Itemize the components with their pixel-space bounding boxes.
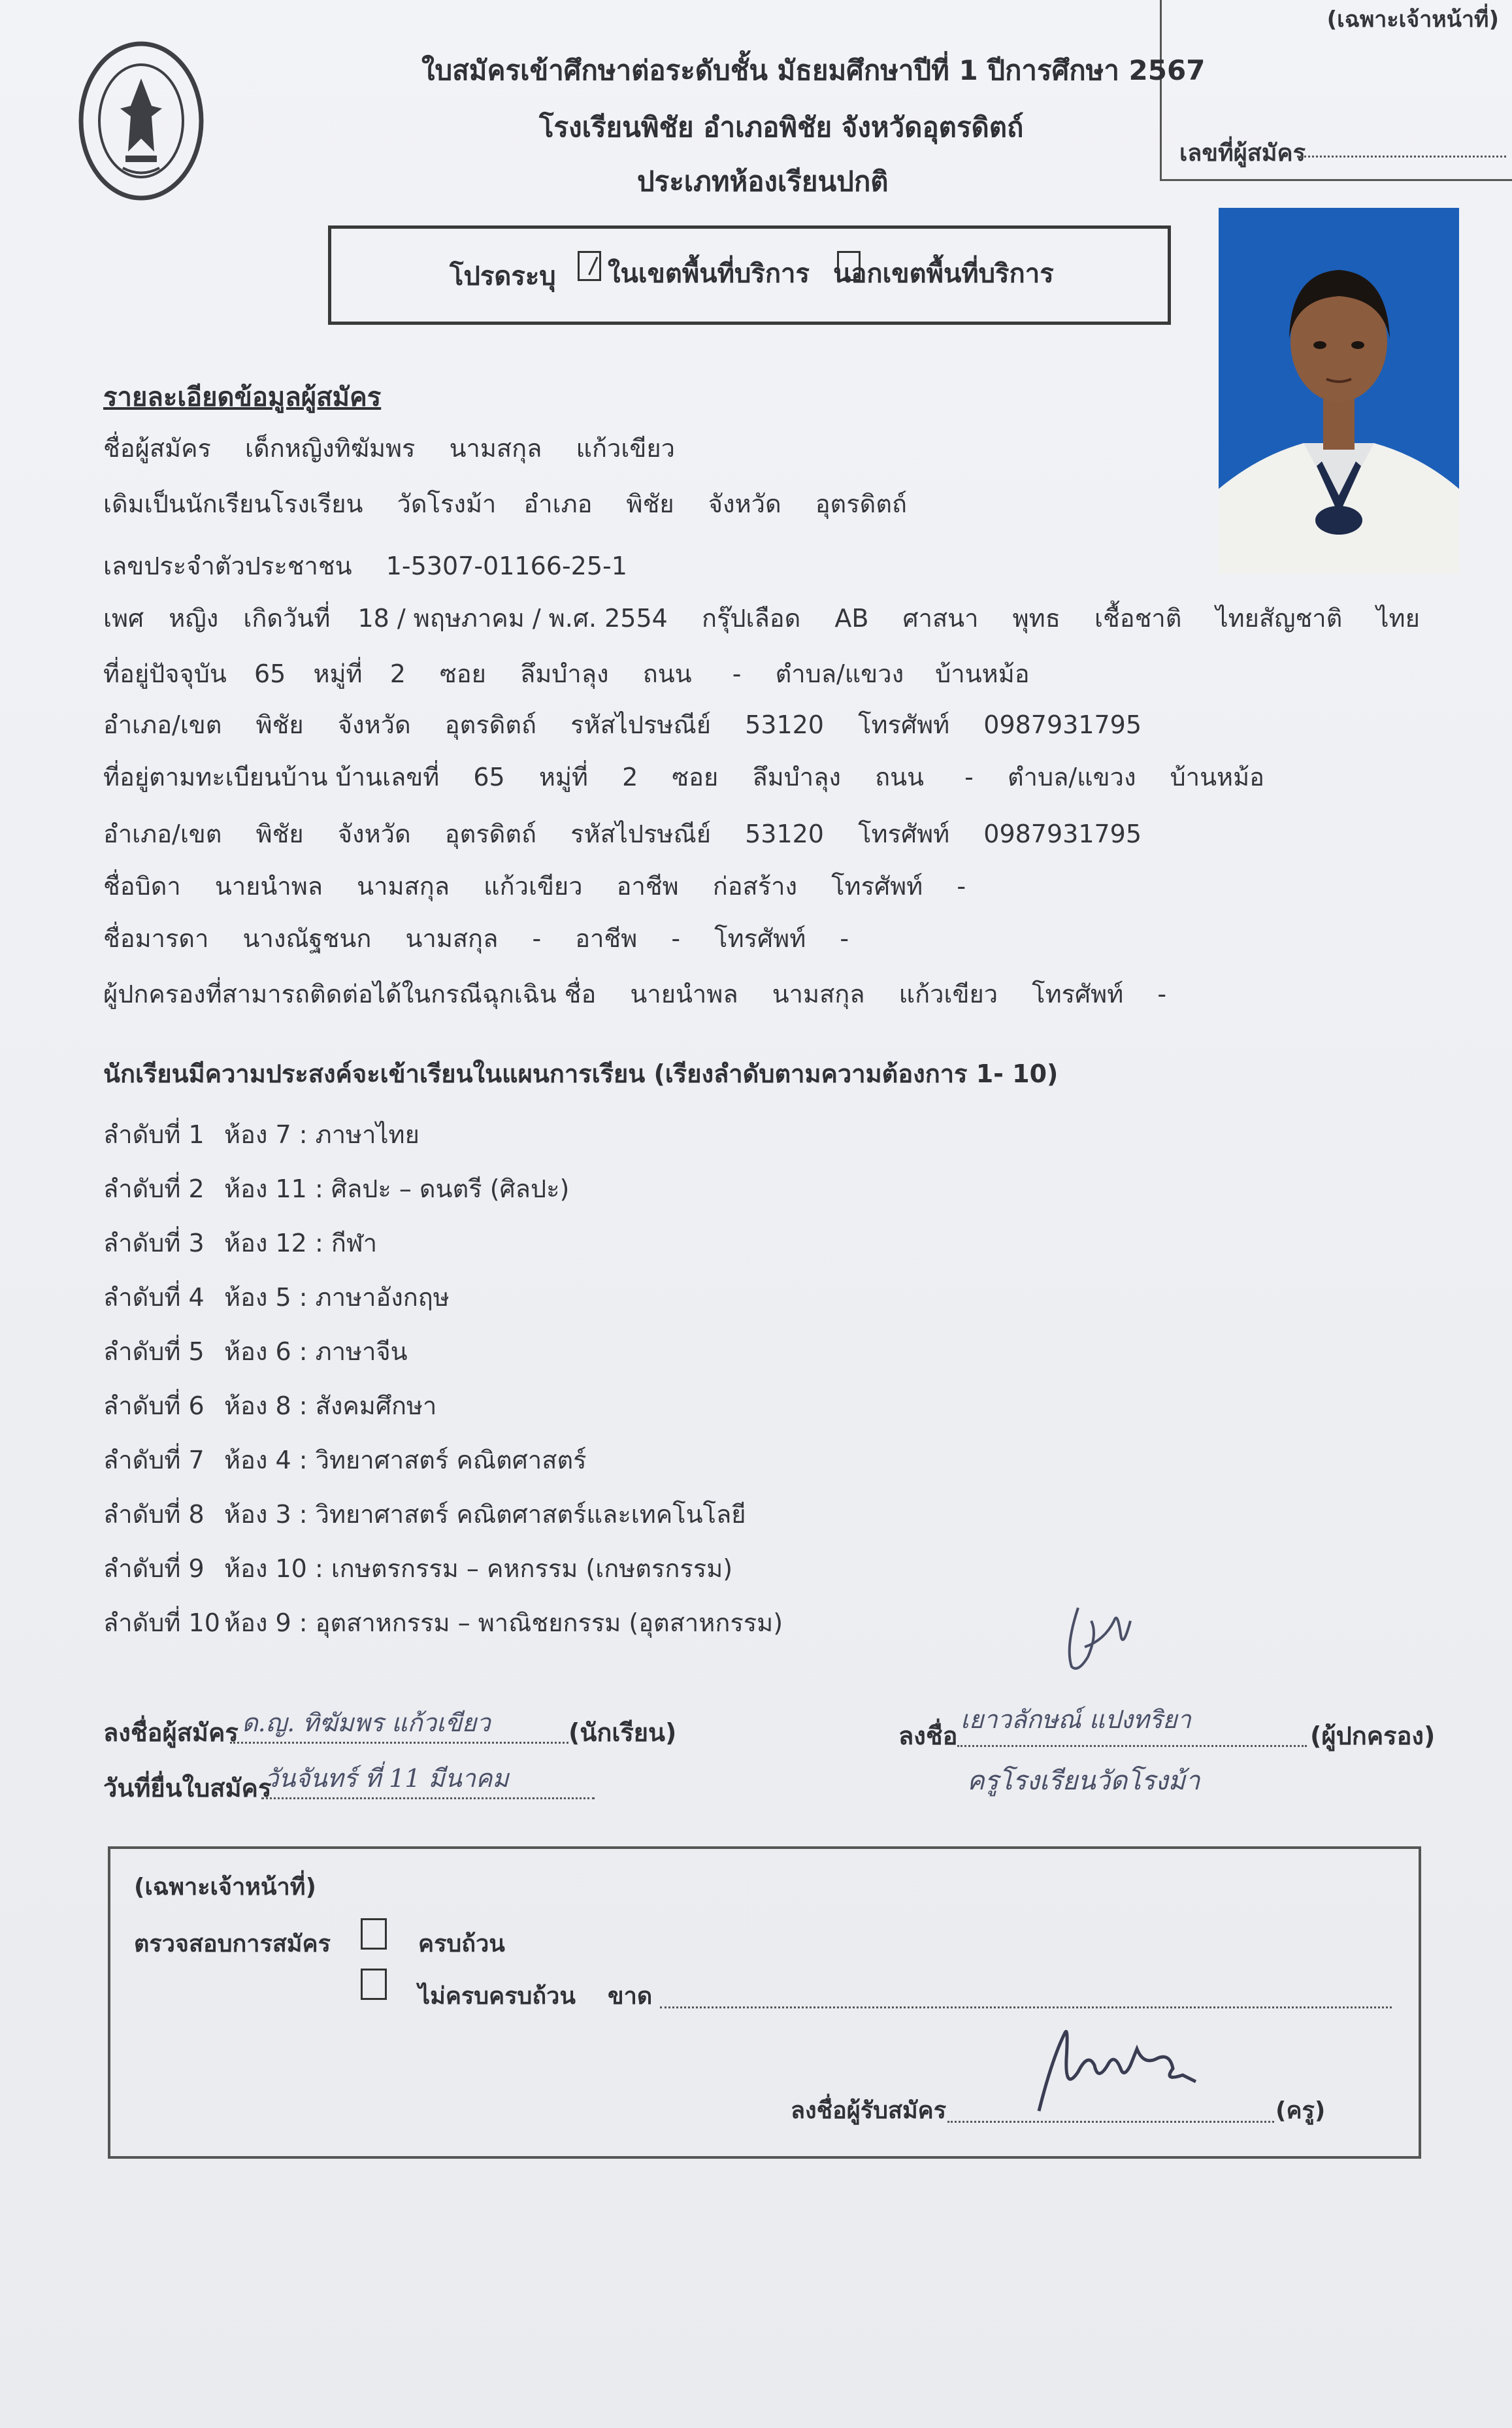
in-area-label: ในเขตพื้นที่บริการ [608,259,810,289]
soi-label: ซอย [439,659,486,688]
province-label: จังหวัด [337,820,411,848]
rank-label: ลำดับที่ 6 [103,1391,205,1420]
registered-road[interactable]: - [964,763,974,791]
rank-label: ลำดับที่ 3 [103,1229,205,1257]
race-label: เชื้อชาติ [1094,604,1182,633]
current-address-row [103,654,1030,693]
staff-box-title: (เฉพาะเจ้าหน้าที่) [134,1874,316,1901]
amphoe[interactable]: พิชัย [255,710,304,739]
ranking-item [103,1277,1018,1331]
citizen-id[interactable]: 1-5307-01166-25-1 [386,552,627,580]
moo[interactable]: 2 [389,659,406,688]
previous-school-row [103,484,907,524]
registered-tambon[interactable]: บ้านหม้อ [1170,763,1264,791]
guardian-name[interactable]: นายนำพล [630,980,738,1008]
religion[interactable]: พุทธ [1012,604,1060,633]
ranking-item [103,1114,1018,1169]
application-number-field[interactable] [1297,156,1506,158]
application-number-label: เลขที่ผู้สมัคร [1179,140,1306,167]
moo-label: หมู่ที่ [538,763,588,791]
incomplete-checkbox[interactable] [361,1969,387,2000]
registered-address-row [103,757,1264,797]
name-label: ชื่อผู้สมัคร [103,434,211,463]
surname-label: นามสกุล [449,434,542,463]
section-title: รายละเอียดข้อมูลผู้สมัคร [103,382,382,412]
ranking-room[interactable]: ห้อง 11 : ศิลปะ – ดนตรี (ศิลปะ) [224,1174,570,1203]
father-label: ชื่อบิดา [103,872,181,901]
ranking-room[interactable]: ห้อง 3 : วิทยาศาสตร์ คณิตศาสตร์และเทคโนโลยี [224,1500,746,1529]
mother-tel[interactable]: - [840,924,849,953]
tel-label: โทรศัพท์ [714,924,806,953]
school-name-line: โรงเรียนพิชัย อำเภอพิชัย จังหวัดอุตรดิตถ์ [539,111,1024,143]
guardian-signature-label: ลงชื่อ [898,1721,958,1750]
sex[interactable]: หญิง [169,604,219,633]
house-number[interactable]: 65 [254,659,286,688]
tel-label: โทรศัพท์ [858,820,950,848]
province[interactable]: อุตรดิตถ์ [444,710,537,739]
guardian-signature-line [957,1745,1307,1747]
tambon-label: ตำบล/แขวง [775,659,904,688]
zip-label: รหัสไปรษณีย์ [570,710,711,739]
registered-zip[interactable]: 53120 [745,820,824,848]
ranking-room[interactable]: ห้อง 6 : ภาษาจีน [224,1337,408,1366]
missing-field[interactable] [660,2006,1392,2008]
receiver-signature-mark [1032,2020,1202,2127]
in-area-checkbox[interactable] [578,251,601,281]
guardian-surname[interactable]: แก้วเขียว [898,980,998,1008]
zip-label: รหัสไปรษณีย์ [570,820,711,848]
study-plan-title: นักเรียนมีความประสงค์จะเข้าเรียนในแผนการเรียน (เรียงลำดับตามความต้องการ 1- 10) [103,1059,1059,1088]
registered-soi[interactable]: ลึมบำลุง [752,763,841,791]
road-label: ถนน [642,659,692,688]
ranking-item [103,1386,1018,1440]
out-area-label: นอกเขตพื้นที่บริการ [833,259,1054,289]
applicant-photo [1219,208,1459,574]
amphoe-label: อำเภอ/เขต [103,710,222,739]
missing-label: ขาด [608,1983,653,2010]
road[interactable]: - [732,659,742,688]
ranking-room[interactable]: ห้อง 8 : สังคมศึกษา [224,1391,437,1420]
mother-job[interactable]: - [671,924,681,953]
province-label: จังหวัด [337,710,411,739]
registered-address-row-2 [103,814,1142,854]
road-label: ถนน [875,763,925,791]
ranking-room[interactable]: ห้อง 7 : ภาษาไทย [224,1120,419,1149]
receiver-label: ลงชื่อผู้รับสมัคร [791,2097,947,2124]
ranking-room[interactable]: ห้อง 9 : อุตสาหกรรม – พาณิชยกรรม (อุตสาหกรรม) [224,1608,783,1637]
guardian-tel[interactable]: - [1157,980,1167,1008]
guardian-row [103,974,1166,1014]
ranking-item [103,1169,1018,1223]
mother-label: ชื่อมารดา [103,924,209,953]
zip[interactable]: 53120 [745,710,824,739]
tambon[interactable]: บ้านหม้อ [935,659,1030,688]
submission-date[interactable]: วันจันทร์ ที่ 11 มีนาคม [265,1764,509,1793]
ranking-item [103,1223,1018,1277]
registered-address-label: ที่อยู่ตามทะเบียนบ้าน บ้านเลขที่ [103,763,440,791]
blood-label: กรุ๊ปเลือด [701,604,801,633]
father-surname[interactable]: แก้วเขียว [484,872,583,901]
rank-label: ลำดับที่ 2 [103,1174,205,1203]
surname-label: นามสกุล [772,980,865,1008]
tel[interactable]: 0987931795 [983,710,1142,739]
form-title: ใบสมัครเข้าศึกษาต่อระดับชั้น มัธยมศึกษาปีที่ 1 ปีการศึกษา 2567 [421,54,1206,86]
check-label: ตรวจสอบการสมัคร [134,1931,331,1957]
tel-label: โทรศัพท์ [858,710,950,739]
citizen-id-label: เลขประจำตัวประชาชน [103,552,352,580]
complete-checkbox[interactable] [361,1918,387,1950]
blood-group[interactable]: AB [834,604,869,633]
school-seal-icon [77,41,205,201]
job-label: อาชีพ [575,924,638,953]
ranking-item [103,1331,1018,1386]
father-name[interactable]: นายนำพล [214,872,323,901]
ranking-room[interactable]: ห้อง 5 : ภาษาอังกฤษ [224,1283,450,1312]
previous-school[interactable]: วัดโรงม้า [397,490,497,518]
surname-label: นามสกุล [405,924,499,953]
school-label: เดิมเป็นนักเรียนโรงเรียน [103,490,363,518]
ranking-room[interactable]: ห้อง 4 : วิทยาศาสตร์ คณิตศาสตร์ [224,1446,587,1474]
complete-label: ครบถ้วน [418,1931,505,1957]
surname-label: นามสกุล [357,872,450,901]
submission-date-label: วันที่ยื่นใบสมัคร [103,1774,272,1803]
amphoe-label: อำเภอ [523,490,593,518]
applicant-name-row [103,428,675,468]
mother-name[interactable]: นางณัฐชนก [242,924,372,953]
guardian-signature-suffix: (ผู้ปกครอง) [1310,1721,1436,1750]
nationality-label: สัญชาติ [1258,604,1343,633]
rank-label: ลำดับที่ 8 [103,1500,205,1529]
ranking-item [103,1494,1018,1548]
ranking-item [103,1440,1018,1494]
applicant-signature-label: ลงชื่อผู้สมัคร [103,1718,238,1747]
rank-label: ลำดับที่ 1 [103,1120,205,1149]
school-amphoe[interactable]: พิชัย [626,490,674,518]
mother-row [103,918,849,958]
birth-date[interactable]: 18 / พฤษภาคม / พ.ศ. 2554 [357,604,668,633]
guardian-label: ผู้ปกครองที่สามารถติดต่อได้ในกรณีฉุกเฉิน ชื่อ [103,980,597,1008]
soi[interactable]: ลึมบำลุง [519,659,609,688]
father-tel[interactable]: - [957,872,966,901]
receiver-suffix: (ครู) [1275,2097,1326,2124]
tel-label: โทรศัพท์ [1032,980,1124,1008]
registered-tel[interactable]: 0987931795 [983,820,1142,848]
rank-label: ลำดับที่ 7 [103,1446,205,1474]
birth-label: เกิดวันที่ [243,604,331,633]
nationality[interactable]: ไทย [1376,604,1420,633]
citizen-id-row [103,546,627,586]
incomplete-label: ไม่ครบครบถ้วน [418,1983,576,2010]
sex-label: เพศ [103,604,144,633]
registered-amphoe[interactable]: พิชัย [255,820,304,848]
address-label: ที่อยู่ปัจจุบัน [103,659,227,688]
study-plan-rankings [103,1114,1018,1657]
school-province[interactable]: อุตรดิตถ์ [815,490,908,518]
soi-label: ซอย [672,763,719,791]
choose-label: โปรดระบุ [450,261,556,291]
tel-label: โทรศัพท์ [831,872,923,901]
guardian-signature-mark [1052,1595,1137,1682]
moo-label: หมู่ที่ [313,659,363,688]
applicant-signature-suffix: (นักเรียน) [568,1718,677,1747]
registered-province[interactable]: อุตรดิตถ์ [444,820,537,848]
amphoe-label: อำเภอ/เขต [103,820,222,848]
registered-moo[interactable]: 2 [622,763,638,791]
class-type-line: ประเภทห้องเรียนปกติ [637,165,889,197]
race[interactable]: ไทย [1215,604,1259,633]
personal-info-row [103,598,1420,638]
current-address-row-2 [103,705,1142,744]
applicant-surname[interactable]: แก้วเขียว [576,434,675,463]
religion-label: ศาสนา [902,604,979,633]
father-row [103,866,966,906]
ranking-room[interactable]: ห้อง 12 : กีฬา [224,1229,378,1257]
province-label: จังหวัด [708,490,781,518]
guardian-note: ครูโรงเรียนวัดโรงม้า [967,1766,1200,1796]
rank-label: ลำดับที่ 10 [103,1608,220,1637]
mother-surname[interactable]: - [532,924,542,953]
staff-only-top-label: (เฉพาะเจ้าหน้าที่) [1326,7,1499,33]
ranking-item [103,1603,1018,1657]
applicant-name[interactable]: เด็กหญิงทิฆัมพร [245,434,416,463]
guardian-signature[interactable]: เยาวลักษณ์ แปงทริยา [961,1705,1191,1734]
registered-house-number[interactable]: 65 [473,763,505,791]
job-label: อาชีพ [616,872,679,901]
rank-label: ลำดับที่ 4 [103,1283,205,1312]
rank-label: ลำดับที่ 9 [103,1554,205,1583]
ranking-room[interactable]: ห้อง 10 : เกษตรกรรม – คหกรรม (เกษตรกรรม) [224,1554,733,1583]
ranking-item [103,1548,1018,1603]
father-job[interactable]: ก่อสร้าง [712,872,798,901]
applicant-signature[interactable]: ด.ญ. ทิฆัมพร แก้วเขียว [242,1708,491,1737]
rank-label: ลำดับที่ 5 [103,1337,205,1366]
tambon-label: ตำบล/แขวง [1007,763,1136,791]
